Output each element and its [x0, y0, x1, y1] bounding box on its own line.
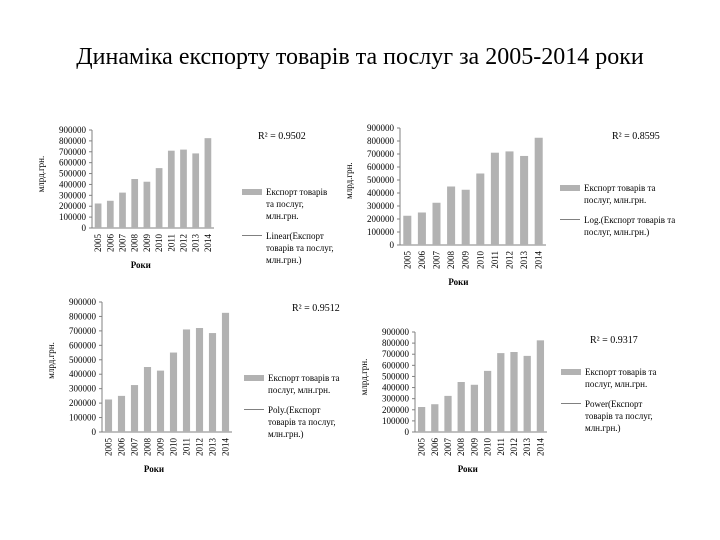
bar [431, 404, 438, 432]
y-tick-label: 900000 [69, 297, 96, 307]
x-tick-label: 2013 [207, 438, 218, 456]
y-tick-label: 700000 [69, 325, 96, 336]
x-tick-label: 2011 [489, 251, 500, 269]
y-axis-title: млрд.грн. [359, 358, 369, 396]
x-tick-label: 2009 [141, 234, 152, 252]
y-tick-label: 200000 [59, 201, 86, 212]
x-tick-label: 2007 [443, 438, 453, 456]
y-tick-label: 400000 [59, 179, 86, 190]
x-tick-label: 2007 [117, 234, 128, 252]
y-axis-title: млрд.грн. [46, 342, 56, 379]
x-tick-label: 2009 [469, 438, 480, 456]
x-tick-label: 2006 [429, 438, 440, 456]
y-tick-label: 900000 [382, 327, 409, 337]
x-tick-label: 2011 [181, 438, 192, 456]
x-tick-label: 2007 [431, 251, 442, 269]
y-tick-label: 700000 [59, 146, 86, 157]
y-tick-label: 400000 [69, 369, 96, 380]
y-tick-label: 400000 [367, 188, 394, 198]
x-tick-label: 2010 [482, 438, 493, 456]
y-tick-label: 700000 [382, 349, 409, 360]
x-tick-label: 2013 [522, 438, 533, 456]
legend-item-trendline [561, 398, 671, 434]
x-tick-label: 2011 [166, 234, 177, 252]
legend-item-series [561, 366, 671, 390]
x-tick-label: 2010 [475, 251, 486, 269]
x-tick-label: 2012 [178, 234, 189, 252]
r-squared-label: R² = 0.8595 [612, 131, 660, 142]
x-tick-label: 2010 [154, 234, 165, 252]
y-tick-label: 600000 [382, 360, 409, 371]
slide-title: Динаміка експорту товарів та послуг за 2005-2014 роки [76, 44, 644, 70]
x-tick-label: 2005 [402, 251, 413, 269]
y-tick-label: 500000 [59, 168, 86, 179]
y-tick-label: 600000 [367, 162, 394, 172]
x-tick-label: 2006 [116, 438, 127, 456]
y-tick-label: 200000 [367, 214, 394, 224]
y-tick-label: 100000 [382, 415, 409, 426]
trendline-swatch [561, 403, 581, 404]
y-tick-label: 400000 [382, 382, 409, 393]
r-squared-label: R² = 0.9512 [292, 303, 340, 314]
legend-label: Експорт товарів та послуг, млн.грн. [584, 183, 656, 205]
bar [524, 356, 531, 432]
x-tick-label: 2014 [220, 438, 231, 456]
x-tick-label: 2014 [202, 234, 213, 252]
y-axis-title: млрд.грн. [344, 162, 354, 199]
x-tick-label: 2012 [509, 438, 519, 456]
chart-legend [561, 366, 671, 442]
y-tick-label: 500000 [69, 354, 96, 365]
y-axis-title: млрд.грн. [36, 155, 46, 193]
legend-label: Power(Експорт товарів та послуг, млн.грн.) [585, 399, 653, 433]
legend-label: Log.(Експорт товарів та послуг, млн.грн.) [584, 215, 676, 237]
x-tick-label: 2005 [93, 234, 104, 252]
x-tick-label: 2010 [168, 438, 179, 456]
x-axis-title: Роки [448, 277, 469, 287]
y-tick-label: 800000 [59, 135, 86, 146]
bar [444, 396, 451, 432]
y-tick-label: 900000 [59, 125, 86, 135]
bar [458, 382, 465, 432]
x-tick-label: 2006 [105, 234, 116, 252]
y-tick-label: 900000 [367, 123, 394, 133]
legend-swatch [561, 369, 581, 375]
x-tick-label: 2006 [416, 251, 427, 269]
y-tick-label: 200000 [382, 404, 409, 415]
legend-label: Linear(Експорт товарів та послуг, млн.грн.) [266, 231, 334, 265]
r-squared-label: R² = 0.9502 [258, 131, 306, 142]
x-tick-label: 2009 [460, 251, 471, 269]
y-tick-label: 600000 [69, 340, 96, 351]
bar [497, 353, 504, 432]
y-tick-label: 700000 [367, 149, 394, 159]
y-tick-label: 300000 [382, 393, 409, 404]
legend-label: Poly.(Експорт товарів та послуг, млн.грн.) [268, 405, 336, 439]
bar [537, 340, 544, 432]
bar [510, 352, 517, 432]
x-tick-label: 2005 [103, 438, 114, 456]
legend-label: Експорт товарів та послуг, млн.грн. [268, 373, 340, 395]
y-tick-label: 800000 [367, 136, 394, 146]
y-tick-label: 500000 [382, 371, 409, 382]
x-tick-label: 2014 [533, 251, 544, 269]
y-tick-label: 0 [389, 240, 394, 250]
x-tick-label: 2008 [129, 234, 140, 252]
y-tick-label: 300000 [69, 383, 96, 394]
x-tick-label: 2012 [194, 438, 205, 456]
y-tick-label: 800000 [382, 338, 409, 349]
x-tick-label: 2008 [456, 438, 467, 456]
y-tick-label: 100000 [59, 212, 86, 223]
legend-label: Експорт товарів та послуг, млн.грн. [585, 367, 657, 389]
y-tick-label: 600000 [59, 157, 86, 168]
x-tick-label: 2012 [504, 251, 515, 269]
x-tick-label: 2007 [129, 438, 140, 456]
bar [471, 385, 478, 432]
x-tick-label: 2013 [519, 251, 530, 269]
y-tick-label: 500000 [367, 175, 394, 185]
r-squared-label: R² = 0.9317 [590, 335, 638, 346]
y-tick-label: 0 [81, 223, 86, 233]
x-axis-title: Роки [457, 464, 478, 474]
x-tick-label: 2013 [190, 234, 201, 252]
y-tick-label: 100000 [367, 227, 394, 237]
x-tick-label: 2011 [495, 438, 506, 456]
y-tick-label: 100000 [69, 412, 96, 423]
y-tick-label: 800000 [69, 311, 96, 322]
x-tick-label: 2008 [142, 438, 153, 456]
x-tick-label: 2009 [155, 438, 166, 456]
y-tick-label: 300000 [367, 201, 394, 211]
y-tick-label: 0 [91, 427, 96, 437]
x-tick-label: 2008 [446, 251, 457, 269]
x-tick-label: 2014 [535, 438, 546, 456]
x-axis-title: Роки [130, 260, 151, 270]
x-tick-label: 2005 [416, 438, 427, 456]
y-tick-label: 300000 [59, 190, 86, 201]
x-axis-title: Роки [143, 464, 165, 474]
legend-label: Експорт товарів та послуг, млн.грн. [266, 187, 328, 221]
bar [418, 407, 425, 432]
bar [484, 371, 491, 432]
y-tick-label: 200000 [69, 398, 96, 409]
y-tick-label: 0 [404, 427, 409, 437]
